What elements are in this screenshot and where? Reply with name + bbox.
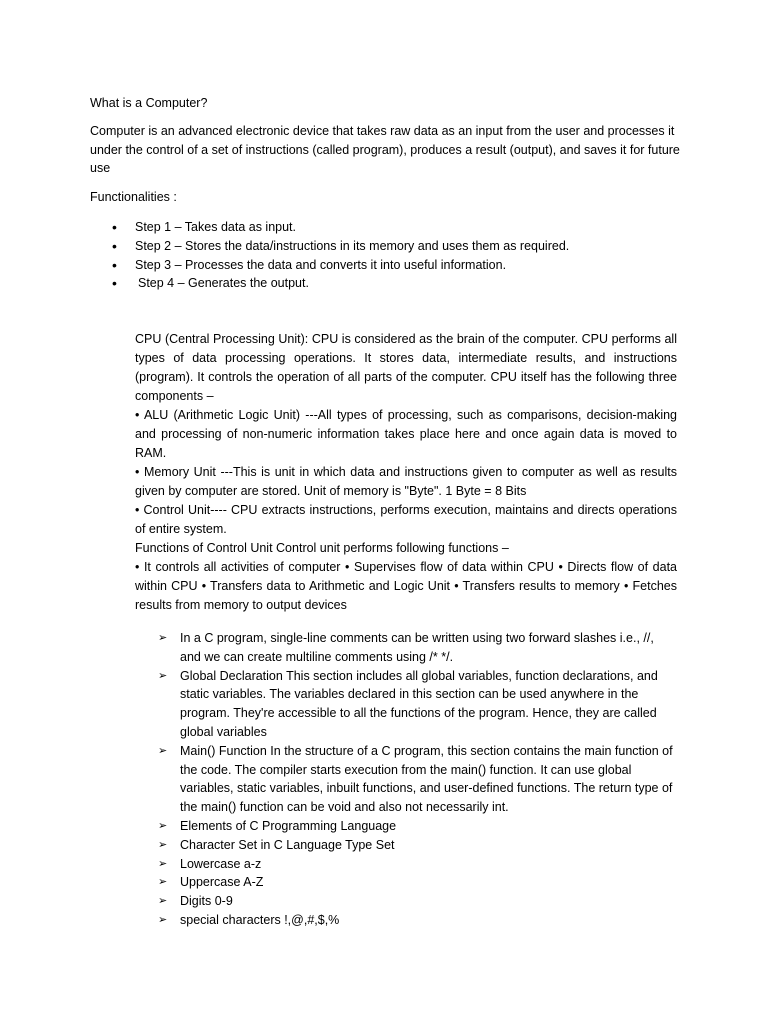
list-item bbox=[112, 237, 569, 256]
list-item-text: Global Declaration This section includes all global variables, function declarations, and static variables. The variables declared in this section can be used anywhere in the program. They're accessible to all the functions of the program. Hence, they are called global variables bbox=[180, 668, 658, 739]
list-item-text: Character Set in C Language Type Set bbox=[180, 837, 395, 852]
list-item bbox=[158, 667, 678, 742]
list-item bbox=[158, 629, 678, 667]
arrow-bullet-icon: ➢ bbox=[158, 895, 168, 908]
list-item bbox=[158, 742, 678, 817]
list-item-text: Main() Function In the structure of a C program, this section contains the main function of the code. The compiler starts execution from the main() function. It can use global variables, static variables, inbuilt functions, and user-defined functions. The return type of the main() function can be void and also not necessarily int. bbox=[180, 743, 673, 815]
c-language-list bbox=[158, 629, 678, 930]
bullet-icon: • bbox=[112, 256, 117, 273]
list-item bbox=[158, 892, 678, 911]
step-text: Step 4 – Generates the output. bbox=[138, 276, 309, 291]
cpu-intro: CPU (Central Processing Unit): CPU is considered as the brain of the computer. CPU performs all types of data processing operations. It stores data, intermediate results, and instructions (program). It controls the operation of all parts of the computer. CPU itself has the following three components – bbox=[135, 332, 677, 403]
list-item bbox=[158, 873, 678, 892]
bullet-icon: • bbox=[112, 237, 117, 254]
list-item-text: Lowercase a-z bbox=[180, 856, 262, 871]
list-item-text: special characters !,@,#,$,% bbox=[180, 912, 340, 927]
list-item-text: Uppercase A-Z bbox=[180, 875, 264, 890]
list-item bbox=[112, 218, 569, 237]
list-item-text: Elements of C Programming Language bbox=[180, 818, 397, 833]
control-unit-paragraph: • Control Unit---- CPU extracts instructions, performs execution, maintains and directs operations of entire system. bbox=[135, 503, 677, 536]
intro-paragraph: Computer is an advanced electronic device that takes raw data as an input from the user and processes it under the control of a set of instructions (called program), produces a result (output), and saves it for future use bbox=[90, 124, 680, 175]
list-item bbox=[158, 817, 678, 836]
alu-paragraph: • ALU (Arithmetic Logic Unit) ---All types of processing, such as comparisons, decision-making and processing of non-numeric information takes place here and once again data is moved to RAM. bbox=[135, 408, 677, 460]
cpu-section bbox=[135, 330, 677, 615]
list-item-text: Digits 0-9 bbox=[180, 894, 233, 909]
bullet-icon: • bbox=[112, 275, 117, 292]
arrow-bullet-icon: ➢ bbox=[158, 632, 168, 644]
arrow-bullet-icon: ➢ bbox=[158, 669, 168, 682]
list-item bbox=[158, 855, 678, 874]
control-functions-paragraph: • It controls all activities of computer • Supervises flow of data within CPU • Directs flow of data within CPU • Transfers data to Arithmetic and Logic Unit • Transfers results to memory • Fetches results from memory to output devices bbox=[135, 560, 677, 612]
control-functions-title: Functions of Control Unit Control unit performs following functions – bbox=[135, 541, 509, 555]
step-text: Step 2 – Stores the data/instructions in its memory and uses them as required. bbox=[135, 238, 570, 253]
arrow-bullet-icon: ➢ bbox=[158, 876, 168, 889]
step-text: Step 3 – Processes the data and converts it into useful information. bbox=[135, 257, 507, 272]
step-text: Step 1 – Takes data as input. bbox=[135, 220, 296, 234]
arrow-bullet-icon: ➢ bbox=[158, 838, 168, 851]
list-item bbox=[112, 274, 569, 293]
list-item bbox=[158, 836, 678, 855]
arrow-bullet-icon: ➢ bbox=[158, 819, 168, 832]
list-item bbox=[112, 256, 569, 275]
list-item-text: In a C program, single-line comments can be written using two forward slashes i.e., //, and we can create multiline comments using /* */. bbox=[180, 631, 654, 664]
memory-unit-paragraph: • Memory Unit ---This is unit in which data and instructions given to computer as well as results given by computer are stored. Unit of memory is "Byte". 1 Byte = 8 Bits bbox=[135, 465, 677, 498]
page-title: What is a Computer? bbox=[90, 96, 208, 110]
arrow-bullet-icon: ➢ bbox=[158, 744, 168, 757]
bullet-icon: • bbox=[112, 219, 117, 235]
functionalities-title: Functionalities : bbox=[90, 190, 177, 204]
arrow-bullet-icon: ➢ bbox=[158, 857, 168, 870]
arrow-bullet-icon: ➢ bbox=[158, 913, 168, 926]
steps-list bbox=[112, 218, 569, 293]
list-item bbox=[158, 911, 678, 930]
